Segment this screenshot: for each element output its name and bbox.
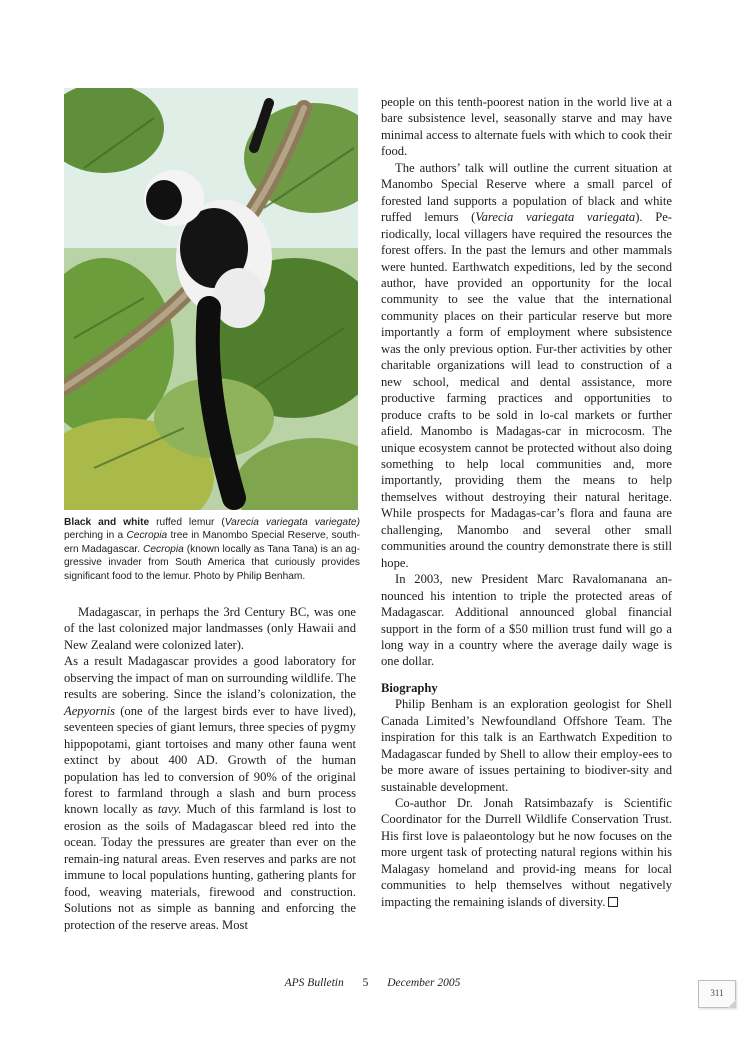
paragraph [381,94,672,160]
footer-page-number: 5 [362,977,369,989]
paragraph [381,795,672,910]
paragraph [64,604,356,653]
left-column [64,604,356,933]
caption-cecropia: Cecropia [126,530,168,542]
footer-date: December 2005 [387,977,461,989]
caption-text: perching in a [64,530,127,542]
caption-species: Varecia variegata variegate) [224,517,360,528]
page-number-box: 311 [698,980,736,1008]
right-column [381,94,672,910]
paragraph-text: ). Pe-riodically, local villagers have required the resources the forest offers. In the past the lemurs and other mammals were hunted. Earthwatch expeditions, led by the second author, have provided an opportunity for the local community to see the value that the international community places on their particular reserve but more importantly a form of employment where subsistence was the only previous option. Fur-ther activities by other charitable organizations will lead to construction of a new school, medical and dental assistance, more productive farming practices and opportunities to produce crafts to be sold in lo-cal markets or further afield. Manombo is Madagas-car in microcosm. The unique ecosystem cannot be protected without also doing something to help local communities and, more importantly, providing them the means to help themselves without destroying their natural heritage. While prospects for Madagas-car’s flora and fauna are challenging, Manombo and several other small communities around the country demonstrate there is still hope. [381,210,672,570]
paragraph-text: (one of the largest birds ever to have lived), seventeen species of giant lemurs, three species of pygmy hippopotami, giant tortoises and many other fauna went extinct by about 400 AD. Growth of the human population has led to conversion of 90% of the original forest to farmland through a slash and burn process known locally as [64,703,356,817]
caption-text: (known locally as Tana Tana) is an ag-gressive invader from South America that curiously provides significant food to the lemur. Photo by Philip Benham. [64,543,360,582]
caption-cecropia: Cecropia [142,543,184,555]
paragraph-text: people on this tenth-poorest nation in the world live at a bare subsistence level, seasonally starve and may have minimal access to alternate fuels with which to cook their food. [381,95,672,159]
caption-text: ruffed lemur ( [149,517,225,528]
end-mark-icon [608,897,618,907]
paragraph [381,696,672,795]
paragraph-text: Philip Benham is an exploration geologist for Shell Canada Limited’s Newfoundland Offshore Team. The inspiration for this talk is an Earthwatch Expedition to Madagascar funded by Shell to allow their employ-ees to be more aware of issues pertaining to biodiver-sity and sustainable development. [381,697,672,794]
lemur-photo-illustration [64,88,358,510]
footer-publication: APS Bulletin [284,977,344,989]
caption-bold: Black and white [64,517,150,528]
paragraph-text: The authors’ talk will outline the current situation at Manombo Special Reserve where a small parcel of forested land supports a population of black and white ruffed lemurs ( [381,160,672,225]
biography-heading: Biography [381,680,438,695]
aepyornis-term: Aepyornis [64,703,116,718]
paragraph [381,160,672,571]
paragraph-text: As a result Madagascar provides a good laboratory for observing the impact of man on surrounding wildlife. The results are sobering. Since the island’s colonization, the [64,654,356,702]
paragraph-text: Co-author Dr. Jonah Ratsimbazafy is Scientific Coordinator for the Durrell Wildlife Conservation Trust. His first love is palaeontology but he now focuses on the more urgent task of protecting natural regions within his Malagasy homeland and provid-ing means for local communities to help themselves without negatively impacting the remaining islands of diversity. [381,796,672,909]
species-name: Varecia variegata variegata [475,210,636,225]
paragraph [381,571,672,670]
photo-caption [64,516,360,583]
paragraph [64,653,356,933]
paragraph-text: Much of this farmland is lost to erosion as the soils of Madagascar bleed red into the ocean. Today the pressures are greater than ever on the remain-ing natural areas. Even reserves and parks are not immune to local populations hunting, gathering plants for food, weaving materials, firewood and construction. Solutions not as simple as banning and enforcing the protection of the reserve areas. Most [64,802,356,932]
tavy-term: tavy. [157,802,182,817]
paragraph-text: Madagascar, in perhaps the 3rd Century BC, was one of the last colonized major landmasses (only Hawaii and New Zealand were colonized later). [64,605,356,652]
page-footer [0,977,745,989]
caption-text: tree in Manombo Special Reserve, south-ern Madagascar. [64,530,360,555]
paragraph-text: In 2003, new President Marc Ravalomanana an-nounced his intention to triple the protected areas of Madagascar. Additional announced global financial support in the form of a $50 million trust fund will go a long way in a country where the average daily wage is one dollar. [381,572,672,669]
lemur-photo [64,88,358,510]
